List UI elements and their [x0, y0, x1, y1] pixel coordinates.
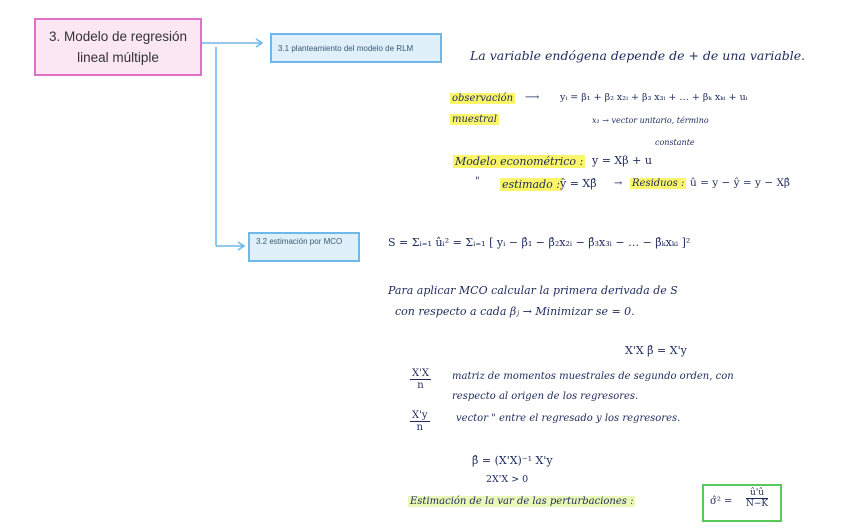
sigma-fraction [746, 488, 768, 509]
note-constante: constante [655, 138, 695, 147]
xx-fraction [410, 368, 431, 391]
sum-of-squares-equation: S = Σᵢ₌₁ ûᵢ² = Σᵢ₌₁ [ yᵢ − β̂₁ − β̂₂x₂ᵢ − β̂₃x₃ᵢ − … − β̂ₖxₖᵢ ]² [388, 236, 691, 249]
arrow-residuos: → [614, 178, 623, 189]
xx-numerator: X'X [412, 368, 429, 379]
subtopic-2-node[interactable] [248, 232, 360, 262]
note-estimado: estimado : [502, 178, 560, 191]
subtopic-1-node[interactable] [270, 33, 442, 63]
xy-numerator: X'y [412, 410, 428, 421]
normal-equation: X'X β̂ = X'y [625, 344, 687, 357]
arrow-observacion: ⟶ [525, 92, 540, 103]
note-ditto-1: " [475, 176, 480, 187]
note-var-perturbaciones: Estimación de la var de las perturbaciones : [410, 496, 634, 507]
note-observacion: observación [452, 93, 514, 104]
sigma-lhs: σ̂² = [710, 496, 733, 507]
note-xx-desc-1: matriz de momentos muestrales de segundo orden, con [452, 371, 734, 382]
residual-equation: û = y − ŷ = y − Xβ̂ [690, 177, 790, 189]
note-xx-desc-2: respecto al origen de los regresores. [452, 391, 639, 402]
note-aplicar-1: Para aplicar MCO calcular la primera derivada de S [388, 284, 678, 297]
model-equation: y = Xβ + u [592, 154, 652, 167]
main-topic-node[interactable] [34, 18, 202, 76]
subtopic-2-label: 3.2 estimación por MCO [256, 237, 343, 246]
observation-equation: yᵢ = β₁ + β₂ x₂ᵢ + β₃ x₃ᵢ + … + βₖ xₖᵢ + uᵢ [560, 92, 748, 103]
note-aplicar-2: con respecto a cada βⱼ → Minimizar se = 0. [395, 305, 635, 318]
note-modelo-econometrico: Modelo econométrico : [455, 155, 584, 168]
note-muestral: muestral [452, 114, 497, 125]
subtopic-1-label: 3.1 planteamiento del modelo de RLM [278, 44, 414, 53]
note-x1-vector: x₁ → vector unitario, término [592, 116, 709, 125]
positive-definite-condition: 2X'X > 0 [486, 474, 529, 485]
xx-denominator: n [417, 380, 424, 391]
note-xy-desc: vector " entre el regresado y los regresores. [456, 413, 681, 424]
note-endogenous: La variable endógena depende de + de una variable. [470, 48, 806, 63]
beta-hat-equation: β̂ = (X'X)⁻¹ X'y [472, 454, 553, 467]
variance-formula-box [702, 484, 782, 522]
sigma-denominator: N−K [746, 499, 769, 509]
main-topic-line1: 3. Modelo de regresión [48, 29, 188, 44]
estimated-equation: ŷ = Xβ̂ [560, 177, 597, 190]
xy-fraction [410, 410, 430, 433]
main-topic-line2: lineal múltiple [77, 50, 159, 65]
xy-denominator: n [416, 422, 423, 433]
note-residuos: Residuos : [632, 178, 685, 189]
sigma-numerator: û'û [746, 488, 768, 499]
